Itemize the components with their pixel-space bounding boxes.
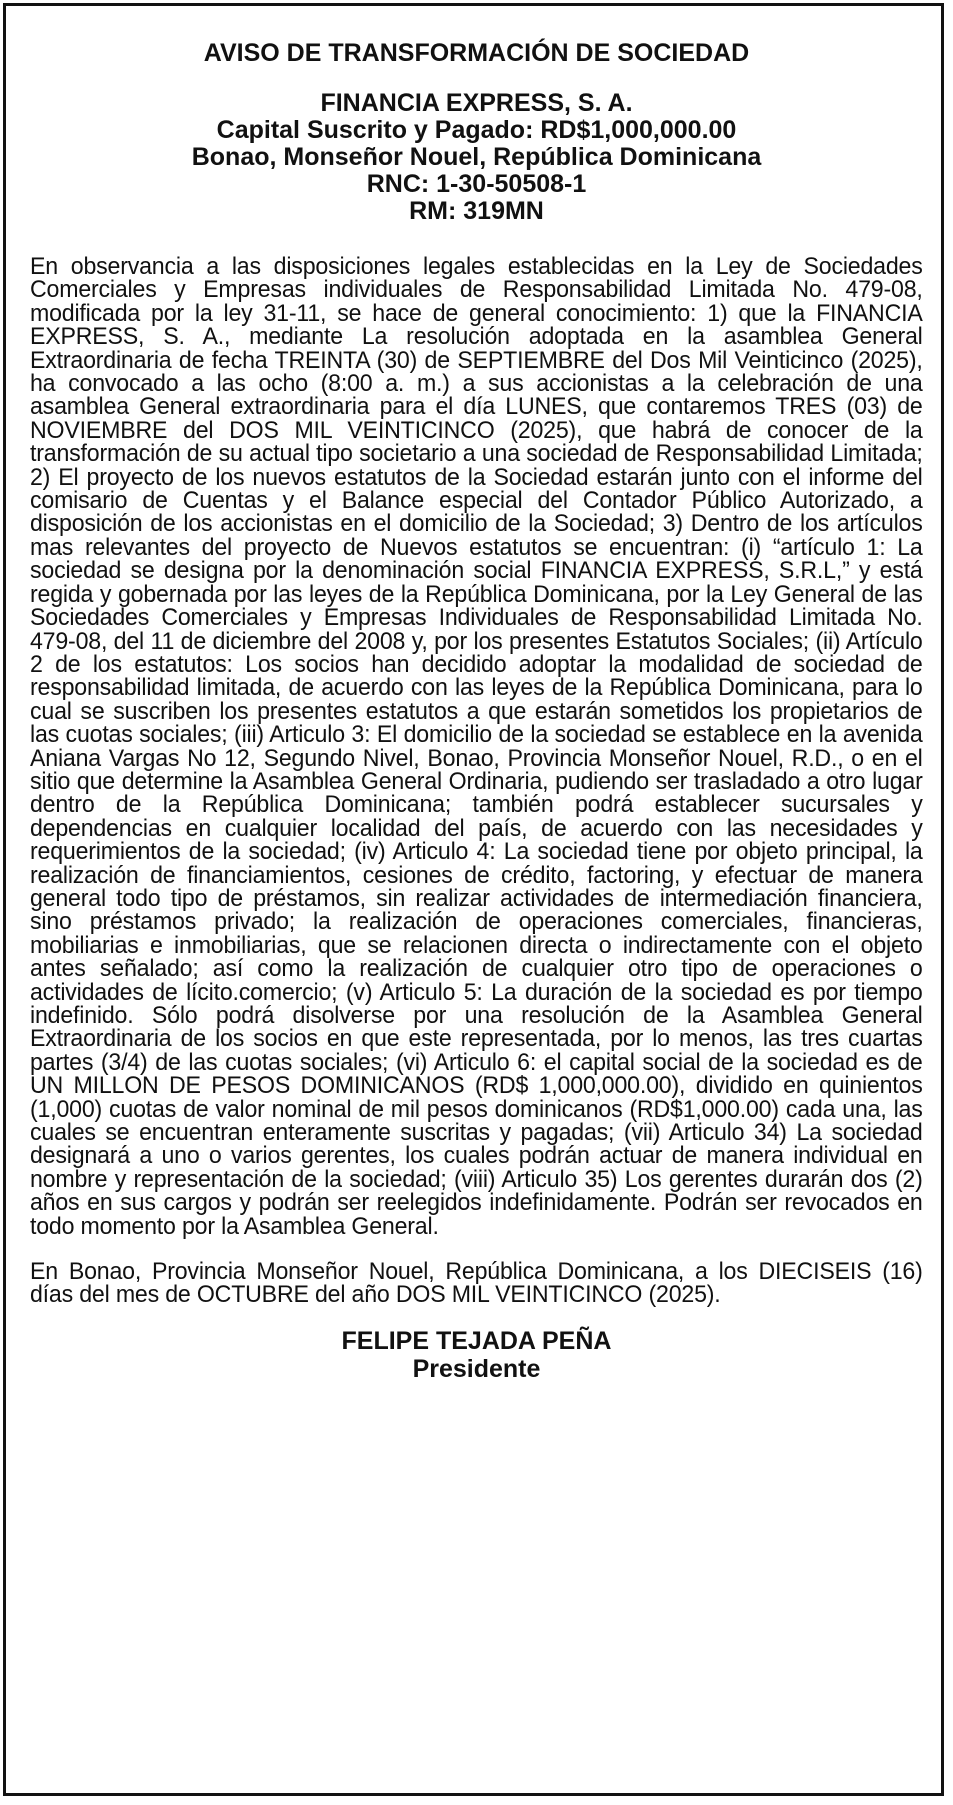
legal-notice	[30, 38, 923, 1383]
signatory-name: FELIPE TEJADA PEÑA	[341, 1326, 612, 1355]
signatory-role: Presidente	[412, 1354, 541, 1383]
company-name: FINANCIA EXPRESS, S. A.	[320, 89, 633, 117]
company-capital: Capital Suscrito y Pagado: RD$1,000,000.00	[216, 116, 737, 144]
notice-body: En observancia a las disposiciones legales establecidas en la Ley de Sociedades Comerciales y Empresas individuales de Responsabilidad Limitada No. 479-08, modificada por la ley 31-11, se hace de general conocimiento: 1) que la FINANCIA EXPRESS, S. A., mediante La resolución adoptada en la asamblea General Extraordinaria de fecha TREINTA (30) de SEPTIEMBRE del Dos Mil Veinticinco (2025), ha convocado a las ocho (8:00 a. m.) a sus accionistas a la celebración de una asamblea General extraordinaria para el día LUNES, que contaremos TRES (03) de NOVIEMBRE del DOS MIL VEINTICINCO (2025), que habrá de conocer de la transformación de su actual tipo societario a una sociedad de Responsabilidad Limitada; 2) El proyecto de los nuevos estatutos de la Sociedad estarán junto con el informe del comisario de Cuentas y el Balance especial del Contador Público Autorizado, a disposición de los accionistas en el domicilio de la Sociedad; 3) Dentro de los artículos mas relevantes del proyecto de Nuevos estatutos se encuentran: (i) “artículo 1: La sociedad se designa por la denominación social FINANCIA EXPRESS, S.R.L,” y está regida y gobernada por las leyes de la República Dominicana, por la Ley General de las Sociedades Comerciales y Empresas Individuales de Responsabilidad Limitada No. 479-08, del 11 de diciembre del 2008 y, por los presentes Estatutos Sociales; (ii) Artículo 2 de los estatutos: Los socios han decidido adoptar la modalidad de sociedad de responsabilidad limitada, de acuerdo con las leyes de la República Dominicana, para lo cual se suscriben los presentes estatutos a que estarán sometidos los propietarios de las cuotas sociales; (iii) Articulo 3: El domicilio de la sociedad se establece en la avenida Aniana Vargas No 12, Segundo Nivel, Bonao, Provincia Monseñor Nouel, R.D., o en el sitio que determine la Asamblea General Ordinaria, pudiendo ser trasladado a otro lugar dentro de la República Dominicana; también podrá establecer sucursales y dependencias en cualquier localidad del país, de acuerdo con las necesidades y requerimientos de la sociedad; (iv) Articulo 4: La sociedad tiene por objeto principal, la realización de financiamientos, cesiones de crédito, factoring, y efectuar de manera general todo tipo de préstamos, sin realizar actividades de intermediación financiera, sino préstamos privado; la realización de operaciones comerciales, financieras, mobiliarias e inmobiliarias, que se relacionen directa o indirectamente con el objeto antes señalado; así como la realización de cualquier otro tipo de operaciones o actividades de lícito.comercio; (v) Articulo 5: La duración de la sociedad es por tiempo indefinido. Sólo podrá disolverse por una resolución de la Asamblea General Extraordinaria de los socios en que este representada, por lo menos, las tres cuartas partes (3/4) de las cuotas sociales; (vi) Articulo 6: el capital social de la sociedad es de UN MILLON DE PESOS DOMINICANOS (RD$ 1,000,000.00), dividido en quinientos (1,000) cuotas de valor nominal de mil pesos dominicanos (RD$1,000.00) cada una, las cuales se encuentran enteramente suscritas y pagadas; (vii) Articulo 34) La sociedad designará a uno o varios gerentes, los cuales podrán actuar de manera individual en nombre y representación de la sociedad; (viii) Articulo 35) Los gerentes durarán dos (2) años en sus cargos y podrán ser reelegidos indefinidamente. Podrán ser revocados en todo momento por la Asamblea General.	[30, 253, 923, 1240]
company-rnc: RNC: 1-30-50508-1	[366, 170, 587, 198]
notice-closing: En Bonao, Provincia Monseñor Nouel, República Dominicana, a los DIECISEIS (16) días del mes de OCTUBRE del año DOS MIL VEINTICINCO (2025).	[30, 1258, 923, 1309]
signature-block	[30, 1327, 923, 1383]
company-header	[30, 90, 923, 225]
company-location: Bonao, Monseñor Nouel, República Dominicana	[191, 143, 762, 171]
notice-title: AVISO DE TRANSFORMACIÓN DE SOCIEDAD	[203, 39, 750, 67]
company-rm: RM: 319MN	[409, 197, 544, 225]
